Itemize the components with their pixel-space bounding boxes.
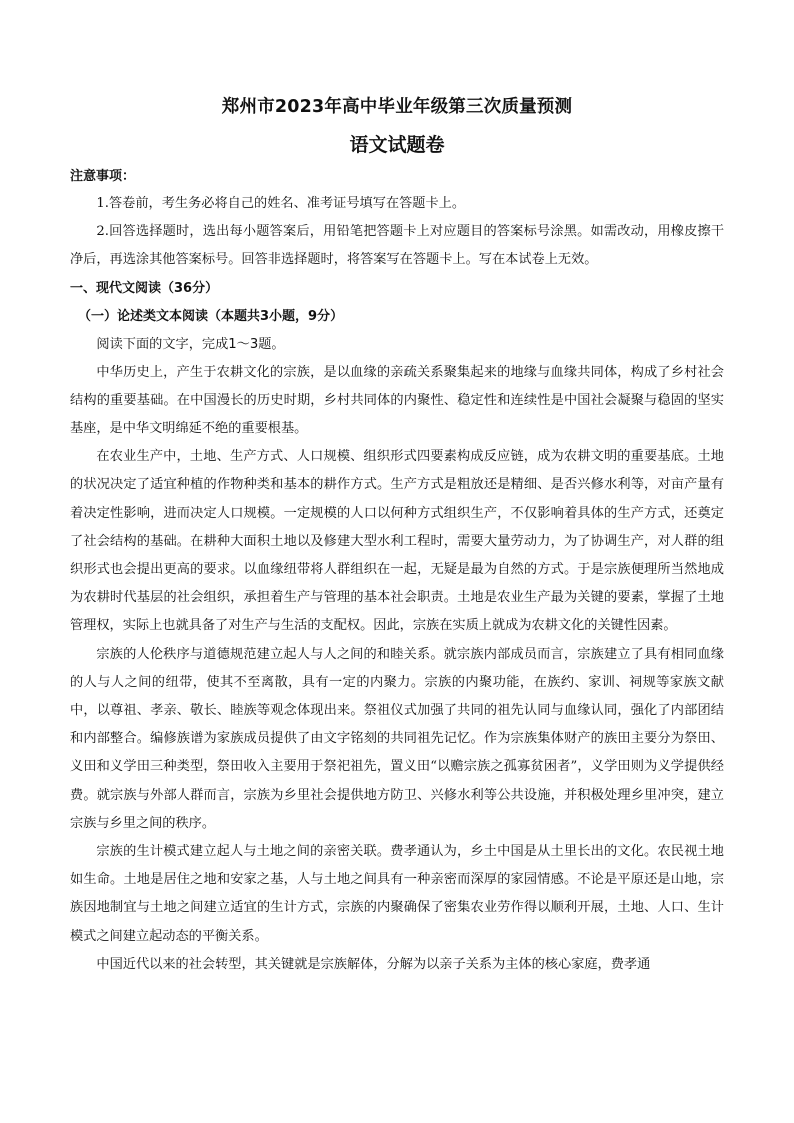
exam-title: 郑州市2023年高中毕业年级第三次质量预测 (221, 97, 573, 117)
notice-item-1: 1.答卷前，考生务必将自己的姓名、准考证号填写在答题卡上。 (96, 196, 466, 211)
passage-paragraph-4: 宗族的生计模式建立起人与土地之间的亲密关联。费孝通认为，乡土中国是从土里长出的文化。农民视土地如生命。土地是居住之地和安家之基，人与土地之间具有一种亲密而深厚的家园情感。不论是平原还是山地，宗族因地制宜与土地之间建立适宜的生计方式，宗族的内聚确保了密集农业劳作得以顺利开展，土地、人口、生计模式之间建立起动态的平衡关系。 (70, 844, 724, 944)
passage-paragraph-2: 在农业生产中，土地、生产方式、人口规模、组织形式四要素构成反应链，成为农耕文明的重要基底。土地的状况决定了适宜种植的作物种类和基本的耕作方式。生产方式是粗放还是精细、是否兴修水利等，对亩产量有着决定性影响，进而决定人口规模。一定规模的人口以何种方式组织生产，不仅影响着具体的生产方式，还奠定了社会结构的基础。在耕种大面积土地以及修建大型水利工程时，需要大量劳动力，为了协调生产，对人群的组织形式也会提出更高的要求。以血缘纽带将人群组织在一起，无疑是最为自然的方式。于是宗族便理所当然地成为农耕时代基层的社会组织，承担着生产与管理的基本社会职责。土地是农业生产最为关键的要素，掌握了土地管理权，实际上也就具备了对生产与生活的支配权。因此，宗族在实质上就成为农耕文化的关键性因素。 (70, 449, 724, 634)
section-heading-reading: 一、现代文阅读（36分） (70, 280, 219, 296)
exam-subtitle: 语文试题卷 (349, 134, 445, 156)
page-content (70, 92, 724, 979)
passage-paragraph-3: 宗族的人伦秩序与道德规范建立起人与人之间的和睦关系。就宗族内部成员而言，宗族建立了具有相同血缘的人与人之间的纽带，使其不至离散，具有一定的内聚力。宗族的内聚功能，在族约、家训、祠规等家族文献中，以尊祖、孝亲、敬长、睦族等观念体现出来。祭祖仪式加强了共同的祖先认同与血缘认同，强化了内部团结和内部整合。编修族谱为家族成员提供了由文字铭刻的共同祖先记忆。作为宗族集体财产的族田主要分为祭田、义田和义学田三种类型，祭田收入主要用于祭祀祖先，置义田“以赡宗族之孤寡贫困者”，义学田则为义学提供经费。就宗族与外部人群而言，宗族为乡里社会提供地方防卫、兴修水利等公共设施，并积极处理乡里冲突，建立宗族与乡里之间的秩序。 (70, 646, 724, 831)
subsection-heading-argumentative: （一）论述类文本阅读（本题共3小题，9分） (78, 308, 344, 324)
notice-item-2: 2.回答选择题时，选出每小题答案后，用铅笔把答题卡上对应题目的答案标号涂黑。如需改动，用橡皮擦干净后，再选涂其他答案标号。回答非选择题时，将答案写在答题卡上。写在本试卷上无效。 (70, 224, 724, 268)
reading-instruction: 阅读下面的文字，完成1～3题。 (96, 336, 285, 352)
passage-paragraph-5: 中国近代以来的社会转型，其关键就是宗族解体，分解为以亲子关系为主体的核心家庭，费孝通 (96, 956, 651, 972)
passage-paragraph-1: 中华历史上，产生于农耕文化的宗族，是以血缘的亲疏关系聚集起来的地缘与血缘共同体，构成了乡村社会结构的重要基础。在中国漫长的历史时期，乡村共同体的内聚性、稳定性和连续性是中国社会凝聚与稳固的坚实基座，是中华文明绵延不绝的重要根基。 (70, 364, 724, 437)
notice-heading: 注意事项： (70, 169, 136, 184)
